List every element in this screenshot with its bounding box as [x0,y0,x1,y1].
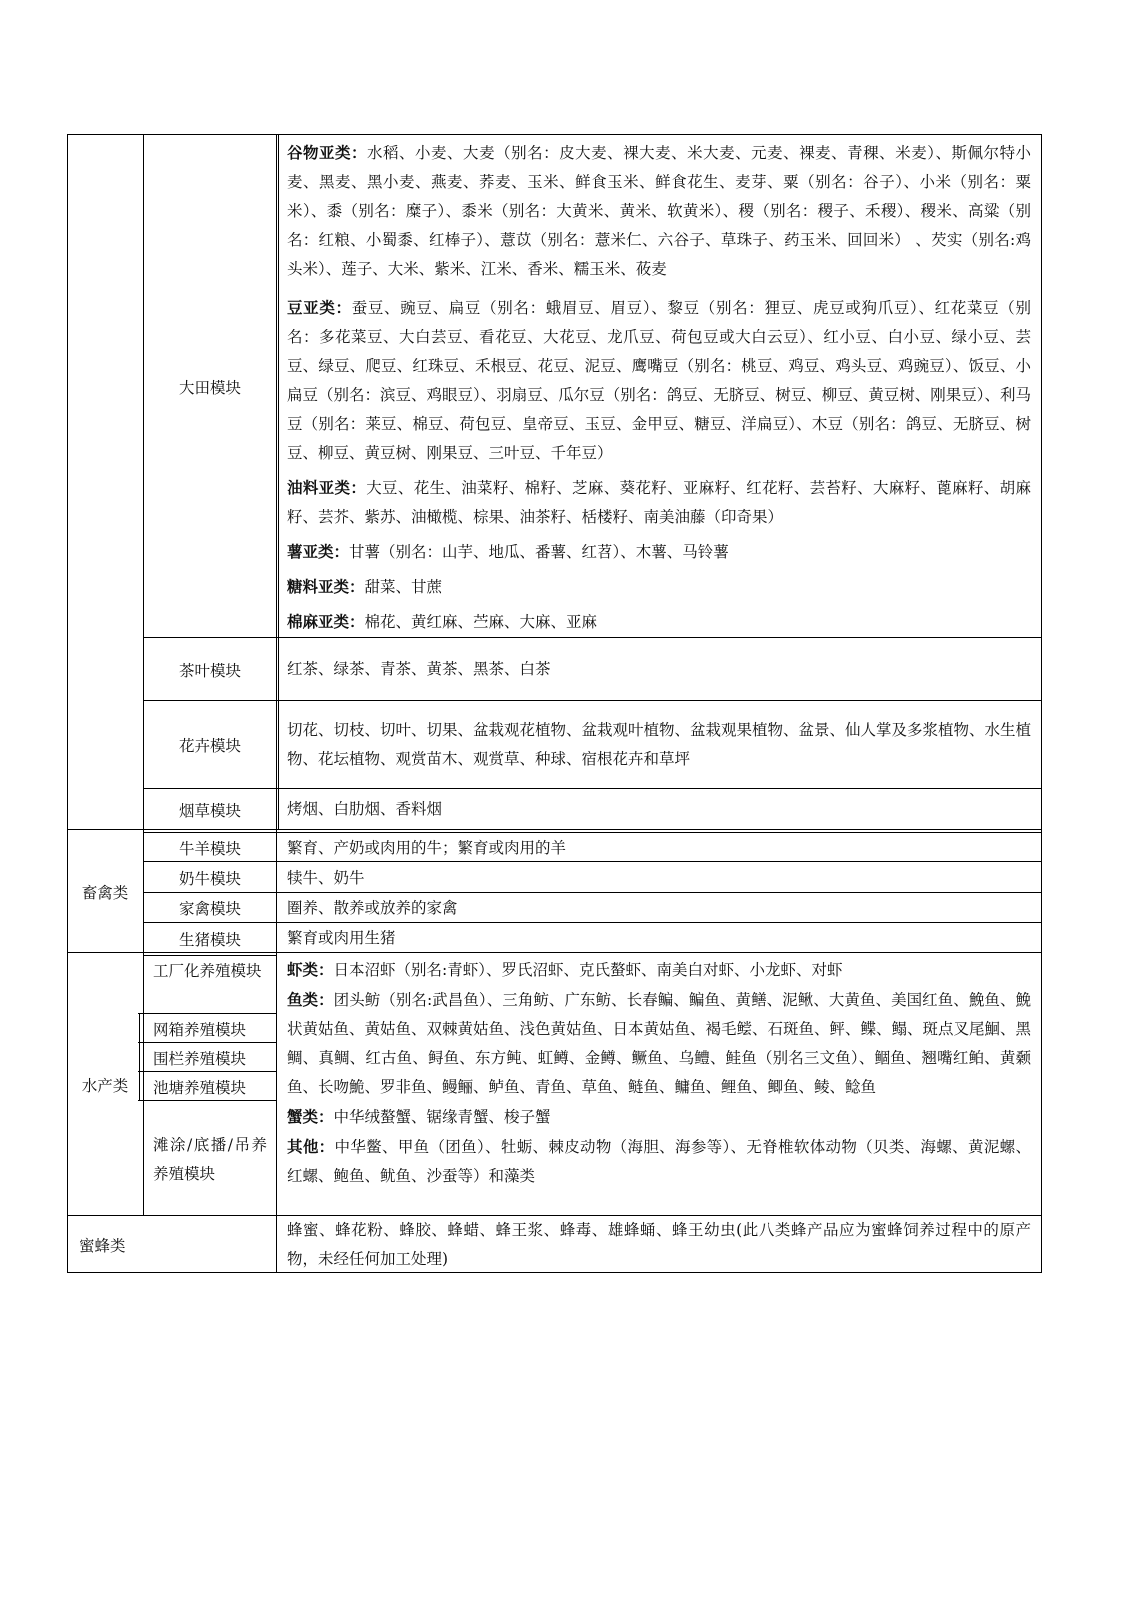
tobacco-module-content: 烤烟、白肋烟、香料烟 [287,800,443,818]
table-border [67,134,1042,135]
table-border [143,134,144,1216]
table-border [138,1071,277,1072]
tobacco-module-label: 烟草模块 [178,801,241,820]
table-border [67,1215,1042,1216]
table-border [139,1013,140,1101]
shrimp-items: 虾类：日本沼虾（别名:青虾）、罗氏沼虾、克氏螯虾、南美白对虾、小龙虾、对虾 [287,960,843,979]
table-border [278,134,279,830]
poultry-module-label: 家禽模块 [178,900,241,918]
grain-subclass: 谷物亚类：水稻、小麦、大麦（别名：皮大麦、裸大麦、米大麦、元麦、裸麦、青稞、米麦）、斯佩尔特小麦、黑麦、黑小麦、燕麦、荞麦、玉米、鲜食玉米、鲜食花生、麦芽、粟（别名：谷子）、小米（别名：粟米）、黍（别名：糜子）、黍米（别名：大黄米、黄米、软黄米）、稷（别名：稷子、禾稷）、稷米、高粱（别名：红粮、小蜀黍、红棒子）、薏苡（别名：薏米仁、六谷子、草珠子、药玉米、回回米） 、芡实（别名:鸡头米）、莲子、大米、紫米、江米、香米、糯玉米、莜麦 [287,143,1031,278]
table-border [143,861,1042,862]
table-border [138,1042,277,1043]
dairy-module-content: 犊牛、奶牛 [287,868,365,887]
sugar-subclass: 糖料亚类：甜菜、甘蔗 [287,577,443,596]
table-border [143,700,1042,701]
table-border [1041,134,1042,1273]
tea-module-label: 茶叶模块 [178,661,241,680]
bean-subclass: 豆亚类：蚕豆、豌豆、扁豆（别名：蛾眉豆、眉豆）、黎豆（别名：狸豆、虎豆或狗爪豆）、红花菜豆（别名：多花菜豆、大白芸豆、看花豆、大花豆、龙爪豆、荷包豆或大白云豆）、红小豆、白小豆、绿小豆、芸豆、绿豆、爬豆、红珠豆、禾根豆、花豆、泥豆、鹰嘴豆（别名：桃豆、鸡豆、鸡头豆、鸡豌豆）、饭豆、小扁豆（别名：滨豆、鸡眼豆）、羽扇豆、瓜尔豆（别名：鸽豆、无脐豆、树豆、柳豆、黄豆树、刚果豆）、利马豆（别名：莱豆、棉豆、荷包豆、皇帝豆、玉豆、金甲豆、糖豆、洋扁豆）、木豆（别名：鸽豆、无脐豆、树豆、柳豆、黄豆树、刚果豆、三叶豆、千年豆） [287,298,1032,462]
table-border [276,134,277,1273]
bee-category-label: 蜜蜂类 [79,1236,126,1255]
factory-farming-module-label: 工厂化养殖模块 [153,962,262,980]
table-border [143,955,277,956]
table-border [67,1272,1042,1273]
table-border [67,134,68,1273]
aquatic-category-label: 水产类 [81,1077,129,1095]
poultry-module-content: 圈养、散养或放养的家禽 [287,898,458,917]
field-module-label: 大田模块 [178,378,241,397]
table-border [143,788,1042,789]
tea-module-content: 红茶、绿茶、青茶、黄茶、黑茶、白茶 [287,660,551,678]
tuber-subclass: 薯亚类：甘薯（别名：山芋、地瓜、番薯、红苕）、木薯、马铃薯 [287,542,729,561]
table-border [67,952,1042,953]
pig-module-content: 繁育或肉用生猪 [287,929,396,947]
field-module-content [277,138,1041,638]
flower-module-content: 切花、切枝、切叶、切果、盆栽观花植物、盆栽观叶植物、盆栽观果植物、盆景、仙人掌及多浆植物、水生植物、花坛植物、观赏苗木、观赏草、种球、宿根花卉和草坪 [287,721,1032,768]
bee-content: 蜂蜜、蜂花粉、蜂胶、蜂蜡、蜂王浆、蜂毒、雄蜂蛹、蜂王幼虫(此八类蜂产品应为蜜蜂饲养过程中的原产物，未经任何加工处理) [287,1220,1031,1268]
other-items: 其他：中华鳖、甲鱼（团鱼）、牡蛎、棘皮动物（海胆、海参等）、无脊椎软体动物（贝类、海螺、黄泥螺、红螺、鲍鱼、鱿鱼、沙蚕等）和藻类 [287,1137,1031,1185]
oil-subclass: 油料亚类：大豆、花生、油菜籽、棉籽、芝麻、葵花籽、亚麻籽、红花籽、芸苔籽、大麻籽、蓖麻籽、胡麻籽、芸芥、紫苏、油橄榄、棕果、油茶籽、栝楼籽、南美油藤（印奇果） [287,478,1031,526]
tidal-bottom-hanging-module-label: 滩涂/底播/吊养养殖模块 [153,1136,267,1183]
aquatic-content [277,955,1041,1217]
pond-farming-module-label: 池塘养殖模块 [153,1078,247,1097]
livestock-category-label: 畜禽类 [81,884,129,902]
table-border [67,829,1042,830]
cattle-sheep-module-label: 牛羊模块 [178,840,241,858]
table-border [138,1013,277,1014]
table-border [143,832,1042,833]
enclosure-farming-module-label: 围栏养殖模块 [153,1049,247,1068]
table-border [138,1100,277,1101]
table-border [143,637,1042,638]
crab-items: 蟹类：中华绒螯蟹、锯缘青蟹、梭子蟹 [287,1107,551,1126]
dairy-module-label: 奶牛模块 [178,870,241,888]
pig-module-label: 生猪模块 [178,930,241,949]
cage-farming-module-label: 网箱养殖模块 [153,1020,247,1039]
flower-module-label: 花卉模块 [178,737,241,755]
cattle-sheep-module-content: 繁育、产奶或肉用的牛；繁育或肉用的羊 [287,838,567,857]
fish-items: 鱼类：团头鲂（别名:武昌鱼）、三角鲂、广东鲂、长春鳊、鳊鱼、黄鳝、泥鳅、大黄鱼、美国红鱼、鮸鱼、鮸状黄姑鱼、黄姑鱼、双棘黄姑鱼、浅色黄姑鱼、日本黄姑鱼、褐毛鲿、石斑鱼、鲆、鲽、鳎、斑点叉尾鮰、黑鲷、真鲷、红古鱼、鲟鱼、东方鲀、虹鳟、金鳟、鳜鱼、乌鳢、鲑鱼（别名三文鱼）、鲴鱼、翘嘴红鲌、黄颡鱼、长吻鮠、罗非鱼、鳗鲡、鲈鱼、青鱼、草鱼、鲢鱼、鳙鱼、鲤鱼、鲫鱼、鲮、鲶鱼 [287,990,1032,1096]
fiber-subclass: 棉麻亚类：棉花、黄红麻、苎麻、大麻、亚麻 [287,612,598,631]
table-border [143,892,1042,893]
table-border [143,922,1042,923]
